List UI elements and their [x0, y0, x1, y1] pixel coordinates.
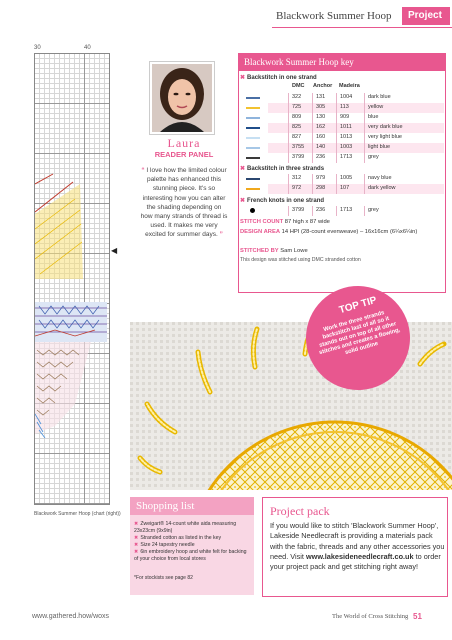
- key-cell-divider: [336, 93, 337, 103]
- key-row: [268, 93, 444, 103]
- key-cell-dmc: 322: [292, 94, 302, 100]
- key-section-label: [240, 74, 317, 81]
- key-cell-divider: [336, 113, 337, 123]
- chart-outline-stroke: [35, 174, 53, 184]
- key-cell-dmc: 825: [292, 124, 302, 130]
- project-pack-body: If you would like to stitch 'Blackwork Summer Hoop', Lakeside Needlecraft is providing a materials pack with the fabric, threads and any other accessories you need. Visit: [270, 521, 445, 561]
- key-section-text: French knots in one strand: [247, 198, 325, 204]
- key-title: Blackwork Summer Hoop key: [238, 53, 446, 71]
- key-cell-madeira: 1013: [340, 134, 353, 140]
- cross-icon: ✖: [134, 521, 139, 527]
- key-cell-anchor: 236: [316, 207, 326, 213]
- reader-quote: [140, 166, 228, 240]
- key-cell-divider: [312, 113, 313, 123]
- header-rule: [272, 27, 452, 28]
- key-cell-divider: [364, 93, 365, 103]
- key-row: [268, 184, 444, 194]
- key-cell-divider: [364, 174, 365, 184]
- key-cell-divider: [288, 143, 289, 153]
- key-cell-dmc: 3799: [292, 207, 305, 213]
- key-cell-anchor: 305: [316, 104, 326, 110]
- chart-axis-label: 30: [34, 45, 41, 51]
- project-pack-body-end: to order your project pack and get stitching right away!: [270, 551, 441, 572]
- shopping-item-text: Size 24 tapestry needle: [140, 542, 195, 548]
- key-row: [268, 103, 444, 113]
- key-cell-name: yellow: [368, 104, 384, 110]
- key-cell-anchor: 130: [316, 114, 326, 120]
- shopping-list-item: [134, 521, 250, 535]
- key-cell-anchor: 140: [316, 144, 326, 150]
- key-cell-divider: [364, 133, 365, 143]
- key-cell-anchor: 160: [316, 134, 326, 140]
- footer-magazine-title: The World of Cross Stitching: [332, 613, 409, 620]
- chart-yellow-region: [35, 184, 83, 279]
- shopping-item-text: Stranded cotton as listed in the key: [140, 535, 222, 541]
- stitch-count-label: STITCH COUNT: [240, 219, 284, 225]
- project-pack-link[interactable]: www.lakesideneedlecraft.co.uk: [305, 551, 414, 561]
- key-column-header: Madeira: [339, 83, 360, 89]
- key-cell-divider: [288, 206, 289, 216]
- thread-swatch: [246, 127, 260, 129]
- key-row: [268, 143, 444, 153]
- key-cell-divider: [312, 133, 313, 143]
- key-cell-madeira: 1713: [340, 154, 353, 160]
- key-cell-dmc: 809: [292, 114, 302, 120]
- stockists-footnote: *For stockists see page 82: [134, 575, 193, 581]
- reader-role: READER PANEL: [154, 150, 214, 159]
- key-cell-divider: [288, 123, 289, 133]
- key-cell-divider: [364, 103, 365, 113]
- key-row: [268, 174, 444, 184]
- thread-swatch: [246, 147, 260, 149]
- key-cell-name: light blue: [368, 144, 391, 150]
- key-cell-divider: [312, 174, 313, 184]
- key-row: [268, 123, 444, 133]
- key-cell-madeira: 1713: [340, 207, 353, 213]
- key-cell-divider: [312, 184, 313, 194]
- key-cell-divider: [288, 184, 289, 194]
- portrait-image: [152, 64, 212, 132]
- key-cell-name: dark yellow: [368, 185, 396, 191]
- key-column-header: DMC: [292, 83, 305, 89]
- key-cell-name: grey: [368, 207, 379, 213]
- thread-swatch: [246, 157, 260, 159]
- key-cell-name: blue: [368, 114, 379, 120]
- key-cell-divider: [288, 153, 289, 163]
- thread-swatch: [246, 107, 260, 109]
- key-cell-divider: [336, 184, 337, 194]
- open-quote-mark: “: [141, 167, 145, 174]
- cross-icon: ✖: [134, 549, 139, 555]
- french-knot-icon: [250, 208, 255, 213]
- shopping-item-text: 6in embroidery hoop and white felt for backing of your choice from local stores: [134, 549, 247, 562]
- key-cell-divider: [364, 113, 365, 123]
- key-section-label: [240, 197, 324, 204]
- reader-portrait: [150, 62, 214, 134]
- key-cell-madeira: 113: [340, 104, 349, 110]
- key-cell-divider: [336, 123, 337, 133]
- key-cell-divider: [336, 153, 337, 163]
- key-cell-divider: [312, 143, 313, 153]
- project-pack-title: Project pack: [270, 504, 330, 518]
- thread-swatch: [246, 188, 260, 190]
- cross-stitch-chart: [34, 53, 110, 505]
- key-cell-divider: [288, 113, 289, 123]
- stitch-count: [240, 219, 330, 225]
- cross-icon: ✖: [240, 198, 246, 204]
- key-cell-divider: [312, 123, 313, 133]
- chart-center-marker-icon: ◀: [111, 246, 118, 255]
- key-cell-divider: [288, 133, 289, 143]
- stitched-by-value: Sam Lowe: [280, 248, 308, 254]
- thread-swatch: [246, 117, 260, 119]
- key-row: [268, 133, 444, 143]
- key-cell-dmc: 3755: [292, 144, 305, 150]
- key-cell-anchor: 298: [316, 185, 326, 191]
- footer-url: www.gathered.how/woxs: [32, 613, 110, 620]
- chart-pattern: [35, 54, 111, 506]
- key-cell-name: dark blue: [368, 94, 391, 100]
- shopping-list-item: [134, 535, 250, 542]
- cross-icon: ✖: [240, 166, 246, 172]
- key-cell-divider: [288, 103, 289, 113]
- key-cell-dmc: 827: [292, 134, 302, 140]
- cross-icon: ✖: [240, 75, 246, 81]
- page-number: 51: [413, 612, 422, 621]
- chart-pink-region: [35, 342, 91, 434]
- key-cell-divider: [312, 93, 313, 103]
- key-column-header: Anchor: [313, 83, 333, 89]
- key-cell-madeira: 909: [340, 114, 350, 120]
- key-cell-divider: [288, 93, 289, 103]
- key-cell-name: grey: [368, 154, 379, 160]
- key-cell-divider: [312, 153, 313, 163]
- key-cell-name: navy blue: [368, 175, 392, 181]
- shopping-list-title: Shopping list: [130, 497, 254, 515]
- key-cell-name: very dark blue: [368, 124, 403, 130]
- chart-caption: Blackwork Summer Hoop (chart (right)): [34, 511, 121, 517]
- key-cell-divider: [336, 103, 337, 113]
- thread-swatch: [246, 137, 260, 139]
- key-cell-dmc: 312: [292, 175, 302, 181]
- key-cell-anchor: 162: [316, 124, 326, 130]
- stitch-count-value: 87 high x 87 wide: [284, 219, 330, 225]
- key-cell-divider: [288, 174, 289, 184]
- key-cell-name: very light blue: [368, 134, 402, 140]
- design-area: [240, 229, 444, 237]
- key-row: [268, 153, 444, 163]
- key-section-text: Backstitch in one strand: [247, 75, 317, 81]
- key-cell-madeira: 1003: [340, 144, 353, 150]
- key-cell-madeira: 1011: [340, 124, 352, 130]
- project-pack-text: [270, 521, 446, 572]
- key-cell-dmc: 725: [292, 104, 302, 110]
- key-cell-madeira: 1005: [340, 175, 353, 181]
- key-cell-divider: [364, 206, 365, 216]
- shopping-item-text: Zweigart® 14-count white aida measuring 23x23cm (9x9in): [134, 521, 237, 534]
- key-cell-anchor: 131: [316, 94, 326, 100]
- key-cell-divider: [364, 184, 365, 194]
- design-area-label: DESIGN AREA: [240, 229, 281, 235]
- thread-swatch: [246, 178, 260, 180]
- key-row: [268, 113, 444, 123]
- shopping-list-item: [134, 549, 250, 563]
- shopping-list-item: [134, 542, 250, 549]
- key-cell-divider: [312, 206, 313, 216]
- top-tip-text: Work the three strands backstitch last of all so it stands out on top of all other stitches and creates a flowing, solid outline: [318, 309, 402, 357]
- cross-icon: ✖: [134, 535, 139, 541]
- key-cell-divider: [336, 174, 337, 184]
- key-cell-dmc: 972: [292, 185, 302, 191]
- cross-icon: ✖: [134, 542, 139, 548]
- top-tip-title: TOP TIP: [337, 294, 379, 317]
- reader-quote-text: I love how the limited colour palette has enhanced this stunning piece. It's so interesting how you can alter the shading depending on how many strands of thread is used. It makes me very excited for summer days.: [140, 167, 228, 239]
- key-cell-divider: [336, 143, 337, 153]
- design-area-value: 14 HPI (28-count evenweave) – 16x16cm (6¼x6¼in): [281, 229, 418, 235]
- key-section-label: [240, 165, 324, 172]
- key-cell-divider: [364, 123, 365, 133]
- chart-axis-label: 40: [84, 45, 91, 51]
- key-cell-divider: [312, 103, 313, 113]
- key-cell-divider: [336, 133, 337, 143]
- close-quote-mark: ”: [219, 231, 223, 239]
- thread-note: This design was stitched using DMC stranded cotton: [240, 257, 361, 263]
- key-cell-madeira: 1004: [340, 94, 353, 100]
- key-section-text: Backstitch in three strands: [247, 166, 325, 172]
- key-cell-dmc: 3799: [292, 154, 305, 160]
- section-badge: Project: [402, 7, 450, 25]
- key-cell-divider: [364, 153, 365, 163]
- key-row: [268, 206, 444, 216]
- key-cell-anchor: 979: [316, 175, 326, 181]
- stitched-by: [240, 248, 308, 254]
- stitched-by-label: STITCHED BY: [240, 248, 279, 254]
- key-cell-divider: [336, 206, 337, 216]
- key-cell-divider: [364, 143, 365, 153]
- thread-swatch: [246, 97, 260, 99]
- key-cell-anchor: 236: [316, 154, 326, 160]
- reader-name: Laura: [167, 136, 201, 150]
- key-cell-madeira: 107: [340, 185, 350, 191]
- page-header-title: Blackwork Summer Hoop: [276, 10, 392, 22]
